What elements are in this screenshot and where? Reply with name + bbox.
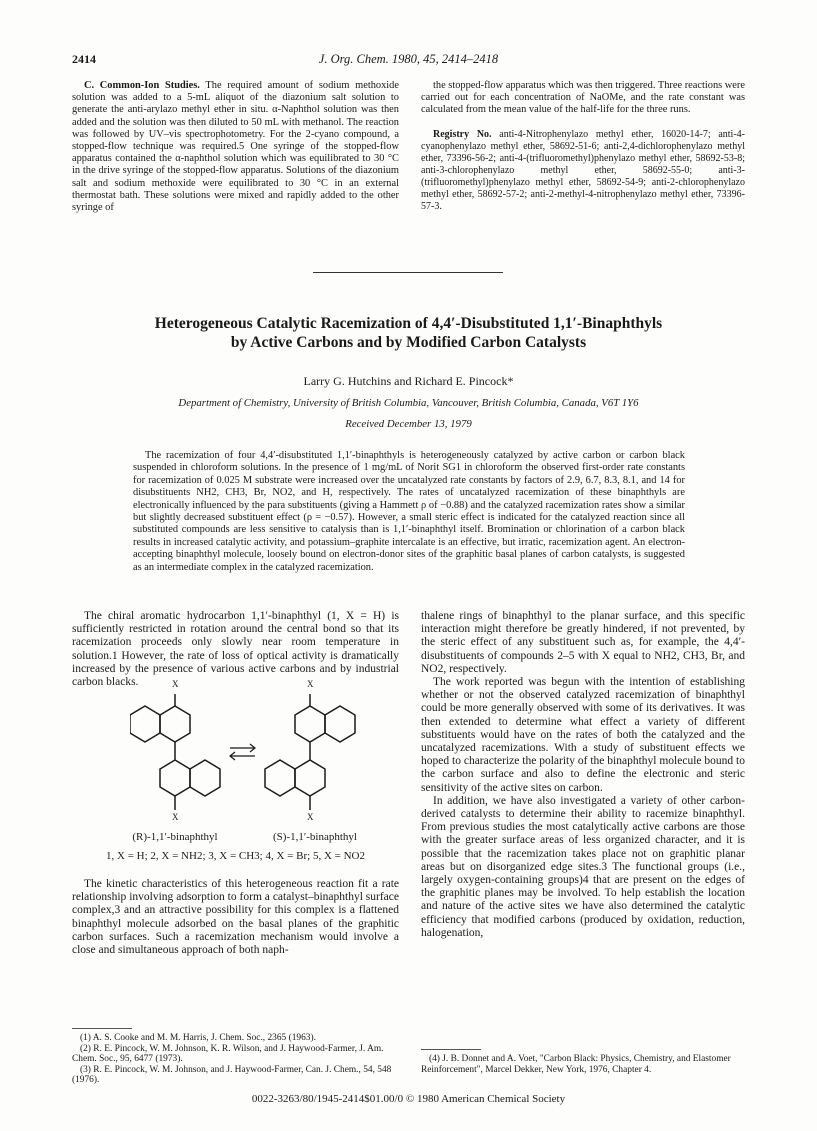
binaphthyl-scheme [130,688,360,828]
r-binaphthyl-structure [130,694,220,810]
received-date: Received December 13, 1979 [345,418,472,430]
journal-header: J. Org. Chem. 1980, 45, 2414–2418 [318,52,499,66]
footnote: (4) J. B. Donnet and A. Voet, "Carbon Black: Physics, Chemistry, and Elastomer Reinforcement", Marcel Dekker, New York, 1976, Chapter 4. [421,1054,731,1075]
prev-article-left-column [72,80,399,214]
copyright-footer: 0022-3263/80/1945-2414$01.00/0 © 1980 American Chemical Society [251,1093,566,1105]
registry-text: anti-4-Nitrophenylazo methyl ether, 16020-14-7; anti-4-cyanophenylazo methyl ether, 58692-51-6; anti-2,4-dichlorophenylazo methyl ether, 73396-56-2; anti-4-(trifluoromethyl)phenylazo methyl ether, 58692-53-8; anti-3-chlorophenylazo methyl ether, 58692-55-0; anti-3-(trifluoromethyl)phenylazo methyl ether, 58692-54-9; anti-2-chlorophenylazo methyl ether, 58692-57-2; anti-2-methyl-4-nitrophenylazo methyl ether, 73396-57-3. [421,128,745,212]
paragraph: The chiral aromatic hydrocarbon 1,1′-binaphthyl (1, X = H) is sufficiently restricted in rotation around the central bond so that its racemization proceeds only slowly near room temperature in solution.1 However, the rate of loss of optical activity is dramatically increased by the presence of various active carbons and by industrial carbon blacks. [72,610,399,689]
x-label-bottom-left: X [172,812,179,822]
title-line-2: by Active Carbons and by Modified Carbon Catalysts [230,334,587,351]
footnote-rule-left [72,1028,132,1029]
x-label-bottom-right: X [307,812,314,822]
paragraph: The work reported was begun with the intention of establishing whether or not the observed catalyzed racemization of binaphthyl could be more generally observed with some of its derivatives. It was then extended to determine what effect a variety of different substituents would have on the rates of both the catalyzed and the uncatalyzed racemizations. With a study of substituent effects we hoped to characterize the polarity of the binaphthyl molecule bound to the carbon surface and also to define the electronic and steric sensitivity of the active sites on carbon. [421,676,745,794]
page-number: 2414 [72,52,96,66]
footnote: (2) R. E. Pincock, W. M. Johnson, K. R. Wilson, and J. Haywood-Farmer, J. Am. Chem. Soc., 95, 6477 (1973). [72,1043,384,1065]
footnote: (1) A. S. Cooke and M. M. Harris, J. Chem. Soc., 2365 (1963). [80,1033,316,1043]
paragraph: In addition, we have also investigated a variety of other carbon-derived catalysts to determine their ability to racemize binaphthyl. From previous studies the most catalytically active carbons are those with the greater surface areas of less organized character, and it is possible that the racemization takes place not on graphitic planar areas but on disorganized edge sites.3 The functional groups (i.e., largely oxygen-containing groups)4 that are present on the edges of the graphitic planes may be involved. To help establish the location and nature of the active sites we have also determined the catalytic efficiency that modified carbons (produced by oxidation, reduction, halogenation, [421,794,745,939]
registry-heading: Registry No. [433,128,492,140]
title-line-1: Heterogeneous Catalytic Racemization of 4,4′-Disubstituted 1,1′-Binaphthyls [154,315,663,332]
caption-r-binaphthyl: (R)-1,1′-binaphthyl [132,831,218,843]
footnote: (3) R. E. Pincock, W. M. Johnson, and J. Haywood-Farmer, Can. J. Chem., 54, 548 (1976). [72,1064,392,1086]
x-label-top-right: X [307,679,314,689]
prev-article-right-column [421,80,745,213]
abstract: The racemization of four 4,4′-disubstituted 1,1′-binaphthyls is heterogeneously catalyzed by active carbon or carbon black suspended in chloroform solutions. In the presence of 1 mg/mL of Norit SG1 in chloroform the observed first-order rate constants for racemization of 0.025 M substrate were increased over the uncatalyzed rate constants by factors of 2.9, 6.7, 8.3, 8.1, and 14 for disubstituents NH2, CH3, Br, NO2, and H, respectively. The rates of uncatalyzed racemization of these binaphthyls are electronically influenced by the para substituents (giving a Hammett ρ of −0.88) and the catalyzed racemization rates show a similar but slightly decreased substituent effect (ρ = −0.57). However, a small steric effect is indicated for the catalyzed reaction since all substituted compounds are less sensitive to catalysis than is 1,1′-binaphthyl itself. Bromination or chlorination of a carbon black results in increased catalytic activity, and potassium–graphite intercalate is an effective, but irratic, racemization agent. An electron-accepting binaphthyl molecule, loosely bound on electron-donor sites of the graphitic basal planes of carbon catalysts, is suggested as an intermediate complex in the catalyzed racemization. [133,450,685,573]
section-heading: C. Common-Ion Studies. [84,80,200,91]
paragraph: The kinetic characteristics of this heterogeneous reaction fit a rate relationship involving adsorption to form a catalyst–binaphthyl surface complex,3 and an attractive possibility for this complex is a flattened binaphthyl molecule adsorbed on the basal planes of the graphitic carbon surfaces. Such a racemization mechanism would involve a close and simultaneous approach of both naph- [72,878,399,957]
footnotes-right [421,1054,745,1075]
caption-s-binaphthyl: (S)-1,1′-binaphthyl [273,831,357,843]
article-title [80,314,737,352]
paragraph: thalene rings of binaphthyl to the planar surface, and this specific interaction might therefore be greatly hindered, if not prevented, by the steric effect of any substituent such as, for example, the 4,4′-disubstituents of compounds 2–5 with X equal to NH2, CH3, Br, and NO2, respectively. [421,610,745,675]
section-text: The required amount of sodium methoxide solution was added to a 5-mL aliquot of the diazonium salt solution to generate the anti-arylazo methyl ether in situ. α-Naphthol solution was then added and the solution was then diluted to 50 mL with methanol. The reaction was followed by UV–vis spectrophotometry. For the 2-cyano compound, a stopped-flow technique was required.5 One syringe of the stopped-flow apparatus contained the α-naphthol solution which was equilibrated to 30 °C in the drive syringe of the stopped-flow apparatus. Solutions of the diazonium salt and sodium methoxide were equilibrated to 30 °C in an external thermostat bath. These solutions were mixed and rapidly added to the other syringe of [72,80,399,214]
compound-list: 1, X = H; 2, X = NH2; 3, X = CH3; 4, X = Br; 5, X = NO2 [106,850,365,862]
x-label-top-left: X [172,679,179,689]
body-left-column [72,610,399,689]
paragraph: the stopped-flow apparatus which was then triggered. Three reactions were carried out for each concentration of NaOMe, and the rate constant was calculated from the mean value of the half-life for the three runs. [421,80,745,116]
authors: Larry G. Hutchins and Richard E. Pincock* [303,374,514,388]
equilibrium-arrows [230,744,255,760]
footnotes-left [72,1033,399,1086]
section-divider [313,272,503,273]
s-binaphthyl-structure [265,694,355,810]
body-left-column-continued [72,878,399,957]
footnote-rule-right [421,1049,481,1050]
body-right-column [421,610,745,940]
affiliation: Department of Chemistry, University of British Columbia, Vancouver, British Columbia, Canada, V6T 1Y6 [178,397,639,409]
